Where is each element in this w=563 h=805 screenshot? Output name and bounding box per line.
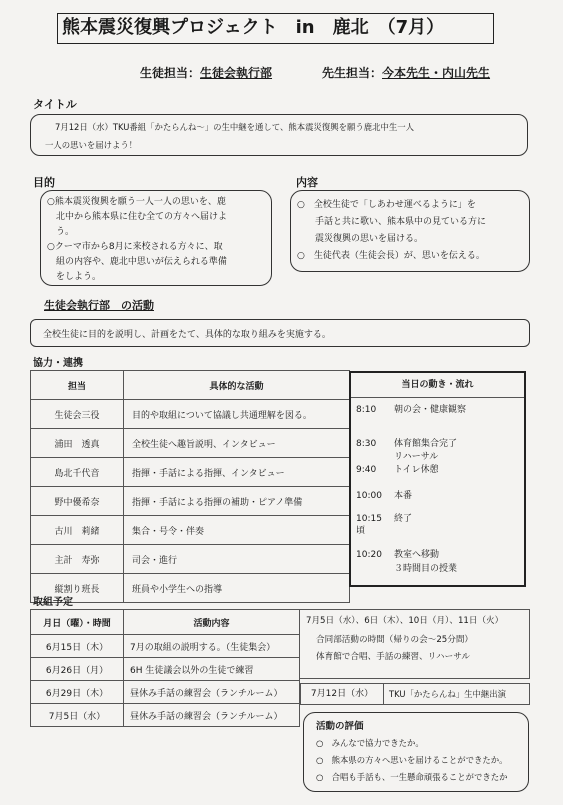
coop-owner: 生徒会三役: [31, 400, 124, 429]
purpose-line: 組の内容や、鹿北中思いが伝えられる準備: [47, 257, 227, 267]
flow-item: [356, 547, 439, 560]
teacher-responsible-value: 今本先生・内山先生: [382, 66, 491, 80]
flow-text: 教室へ移動: [394, 550, 440, 560]
flow-text: 朝の会・健康観察: [394, 405, 467, 415]
schedule-date: 6月29日（木）: [31, 681, 124, 704]
coop-header-activity: 具体的な活動: [124, 371, 350, 400]
flow-time: 8:10: [356, 405, 377, 415]
flow-text: ３時間目の授業: [394, 564, 458, 574]
student-responsible: [140, 64, 272, 81]
table-row: [31, 635, 300, 658]
purpose-heading: 目的: [33, 176, 55, 189]
schedule-table: [30, 609, 300, 727]
flow-item: [356, 402, 466, 415]
schedule-header-date: 月日（曜）・時間: [31, 610, 124, 635]
table-row: [31, 574, 350, 603]
evaluation-box: [303, 712, 529, 792]
flow-text: 本番: [394, 491, 413, 501]
table-row: [31, 400, 350, 429]
flow-time: 10:20: [356, 550, 382, 560]
content-heading: 内容: [296, 176, 318, 189]
page-title: 熊本震災復興プロジェクト in 鹿北 （7月）: [57, 13, 494, 44]
coop-owner: 古川 莉緒: [31, 516, 124, 545]
coop-owner: 島北千代音: [31, 458, 124, 487]
content-line: 震災復興の思いを届ける。: [297, 234, 424, 244]
evaluation-list: [316, 735, 508, 786]
broadcast-text: TKU「かたらんね」生中継出演: [389, 689, 507, 699]
schedule-activity: 昼休み手話の練習会（ランチルーム）: [124, 681, 300, 704]
content-line: ○ 全校生徒で「しあわせ運べるように」を: [297, 200, 476, 210]
flow-item: [356, 436, 457, 449]
practice-block: [300, 609, 530, 679]
flow-time: 9:40: [356, 465, 377, 475]
coop-activity: 指揮・手話による指揮、インタビュー: [124, 458, 350, 487]
teacher-responsible: [322, 64, 490, 81]
coop-owner: 浦田 透真: [31, 429, 124, 458]
flow-text: トイレ休憩: [394, 465, 439, 475]
flow-item: [356, 449, 438, 462]
title-text-line-2: 一人の思いを届けよう！: [45, 140, 138, 150]
flow-item: [356, 561, 457, 574]
flow-item: [356, 488, 412, 501]
coop-owner: 縦割り班長: [31, 574, 124, 603]
schedule-date: 7月5日（水）: [31, 704, 124, 727]
title-box: [30, 114, 528, 156]
schedule-activity: 昼休み手話の練習会（ランチルーム）: [124, 704, 300, 727]
practice-content: 体育館で合唱、手話の練習、リハーサル: [316, 652, 471, 662]
coop-activity: 集合・号令・伴奏: [124, 516, 350, 545]
council-text: 全校生徒に目的を説明し、計画をたて、具体的な取り組みを実施する。: [43, 330, 331, 340]
purpose-line: う。: [47, 227, 75, 237]
evaluation-item: ○ 熊本県の方々へ思いを届けることができたか。: [316, 755, 508, 765]
purpose-list: [47, 195, 227, 285]
flow-text: リハーサル: [394, 452, 439, 462]
purpose-box: [40, 190, 272, 286]
coop-activity: 班員や小学生への指導: [124, 574, 350, 603]
evaluation-heading: 活動の評価: [316, 721, 364, 732]
practice-dates: 7月5日（水）、6日（木）、10日（月）、11日（火）: [306, 616, 504, 626]
coop-owner: 野中優希奈: [31, 487, 124, 516]
coop-header-owner: 担当: [31, 371, 124, 400]
teacher-responsible-label: 先生担当：: [322, 66, 383, 80]
coop-activity: 司会・進行: [124, 545, 350, 574]
table-row: [31, 658, 300, 681]
schedule-date: 6月15日（木）: [31, 635, 124, 658]
flow-item: [356, 462, 439, 475]
flow-time: 頃: [356, 526, 366, 536]
coop-owner: 主計 寿弥: [31, 545, 124, 574]
title-heading: タイトル: [33, 98, 77, 111]
table-row: [31, 704, 300, 727]
purpose-line: をしよう。: [47, 272, 102, 282]
table-row: [31, 429, 350, 458]
coop-activity: 全校生徒へ趣旨説明、インタビュー: [124, 429, 350, 458]
content-box: [290, 190, 530, 272]
student-responsible-label: 生徒担当：: [140, 66, 201, 80]
coop-header-row: [31, 371, 350, 400]
purpose-line: ○クーマ市から8月に来校される方々に、取: [47, 242, 223, 252]
schedule-heading: 取組予定: [33, 597, 73, 608]
table-row: [31, 545, 350, 574]
schedule-activity: 7月の取組の説明する。（生徒集会）: [124, 635, 300, 658]
content-line: 手話と共に歌い、熊本県中の見ている方に: [297, 217, 487, 227]
evaluation-item: ○ 合唱も手話も、一生懸命頑張ることができたか: [316, 772, 508, 782]
flow-item: [356, 523, 394, 536]
schedule-header-activity: 活動内容: [124, 610, 300, 635]
table-row: [31, 516, 350, 545]
title-text-line-1: 7月12日（水）TKU番組「かたらんね〜」の生中継を通して、熊本震災復興を願う鹿北中生一人: [55, 122, 414, 132]
student-responsible-value: 生徒会執行部: [200, 66, 273, 80]
flow-box: [349, 371, 526, 587]
coop-activity: 指揮・手話による指揮の補助・ピアノ準備: [124, 487, 350, 516]
flow-text: 体育館集合完了: [394, 439, 458, 449]
flow-text: 終了: [394, 514, 413, 524]
schedule-activity: 6H 生徒議会以外の生徒で練習: [124, 658, 300, 681]
coop-heading: 協力・連携: [33, 358, 83, 369]
flow-time: 10:00: [356, 491, 382, 501]
purpose-line: 北中から熊本県に住む全ての方々へ届けよ: [47, 212, 228, 222]
schedule-header-row: [31, 610, 300, 635]
content-line: ○ 生徒代表（生徒会長）が、思いを伝える。: [297, 251, 485, 261]
table-row: [31, 458, 350, 487]
council-heading: 生徒会執行部 の活動: [44, 299, 154, 312]
content-list: [297, 197, 486, 265]
evaluation-item: ○ みんなで協力できたか。: [316, 738, 424, 748]
table-row: [31, 487, 350, 516]
practice-time: 合同部活動の時間（帰りの会〜25分間）: [316, 635, 474, 645]
broadcast-date: 7月12日（水）: [301, 684, 384, 704]
council-box: [30, 319, 530, 347]
coop-activity: 目的や取組について協議し共通理解を図る。: [124, 400, 350, 429]
table-row: [31, 681, 300, 704]
purpose-line: ○熊本震災復興を願う一人一人の思いを、鹿: [47, 197, 226, 207]
coop-table: [30, 370, 350, 603]
schedule-date: 6月26日（月）: [31, 658, 124, 681]
broadcast-block: [300, 683, 530, 705]
flow-heading: 当日の動き・流れ: [351, 373, 524, 398]
flow-time: 8:30: [356, 439, 377, 449]
flow-time: 10:15: [356, 514, 382, 524]
